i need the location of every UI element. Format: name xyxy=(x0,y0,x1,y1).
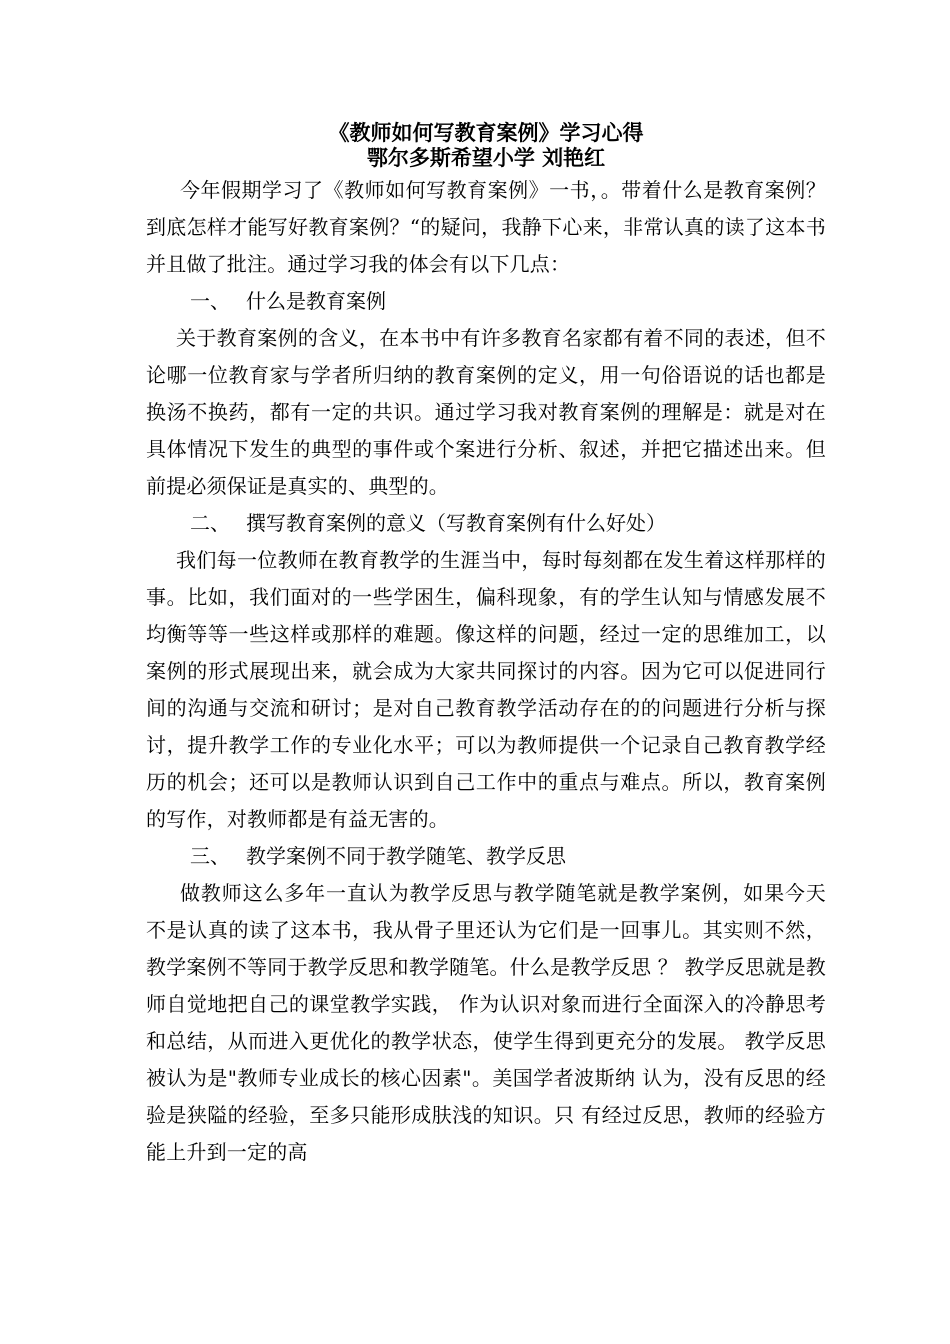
document-page xyxy=(146,120,826,1171)
section-title-3: 教学案例不同于教学随笔、教学反思 xyxy=(246,844,566,868)
section-body-1: 关于教育案例的含义，在本书中有许多教育名家都有着不同的表述，但不论哪一位教育家与学者所归纳的教育案例的定义，用一句俗语说的话也都是换汤不换药，都有一定的共识。通过学习我对教育案例的理解是：就是对在具体情况下发生的典型的事件或个案进行分析、叙述，并把它描述出来。但前提必须保证是真实的、典型的。 xyxy=(146,326,826,498)
section-number-3: 三、 xyxy=(190,844,230,868)
author-line: 鄂尔多斯希望小学 刘艳红 xyxy=(366,145,606,170)
section-heading-1 xyxy=(146,283,826,320)
section-body-3: 做教师这么多年一直认为教学反思与教学随笔就是教学案例，如果今天不是认真的读了这本书，我从骨子里还认为它们是一回事儿。其实则不然，教学案例不等同于教学反思和教学随笔。什么是教学反思 ？ 教学反思就是教师自觉地把自己的课堂教学实践， 作为认识对象而进行全面深入的冷静思考和总结，从而进入更优化的教学状态，使学生得到更充分的发展。 教学反思被认为是"教师专业成长的核心因素"。美国学者波斯纳 认为，没有反思的经验是狭隘的经验，至多只能形成肤浅的知识。只 有经过反思，教师的经验方能上升到一定的高 xyxy=(146,881,826,1164)
section-body-2: 我们每一位教师在教育教学的生涯当中，每时每刻都在发生着这样那样的事。比如，我们面对的一些学困生，偏科现象，有的学生认知与情感发展不均衡等等一些这样或那样的难题。像这样的问题，经过一定的思维加工，以案例的形式展现出来，就会成为大家共同探讨的内容。因为它可以促进同行间的沟通与交流和研讨；是对自己教育教学活动存在的的问题进行分析与探讨，提升教学工作的专业化水平；可以为教师提供一个记录自己教育教学经历的机会；还可以是教师认识到自己工作中的重点与难点。所以，教育案例的写作，对教师都是有益无害的。 xyxy=(146,548,826,831)
section-heading-2 xyxy=(146,505,826,542)
section-title-2: 撰写教育案例的意义（写教育案例有什么好处） xyxy=(246,511,666,535)
section-heading-3 xyxy=(146,838,826,875)
section-number-2: 二、 xyxy=(190,511,230,535)
section-title-1: 什么是教育案例 xyxy=(246,289,386,313)
intro-paragraph: 今年假期学习了《教师如何写教育案例》一书，。带着什么是教育案例？到底怎样才能写好教育案例？“的疑问，我静下心来，非常认真的读了这本书并且做了批注。通过学习我的体会有以下几点： xyxy=(146,178,826,276)
section-number-1: 一、 xyxy=(190,289,230,313)
document-title: 《教师如何写教育案例》学习心得 xyxy=(328,120,644,145)
